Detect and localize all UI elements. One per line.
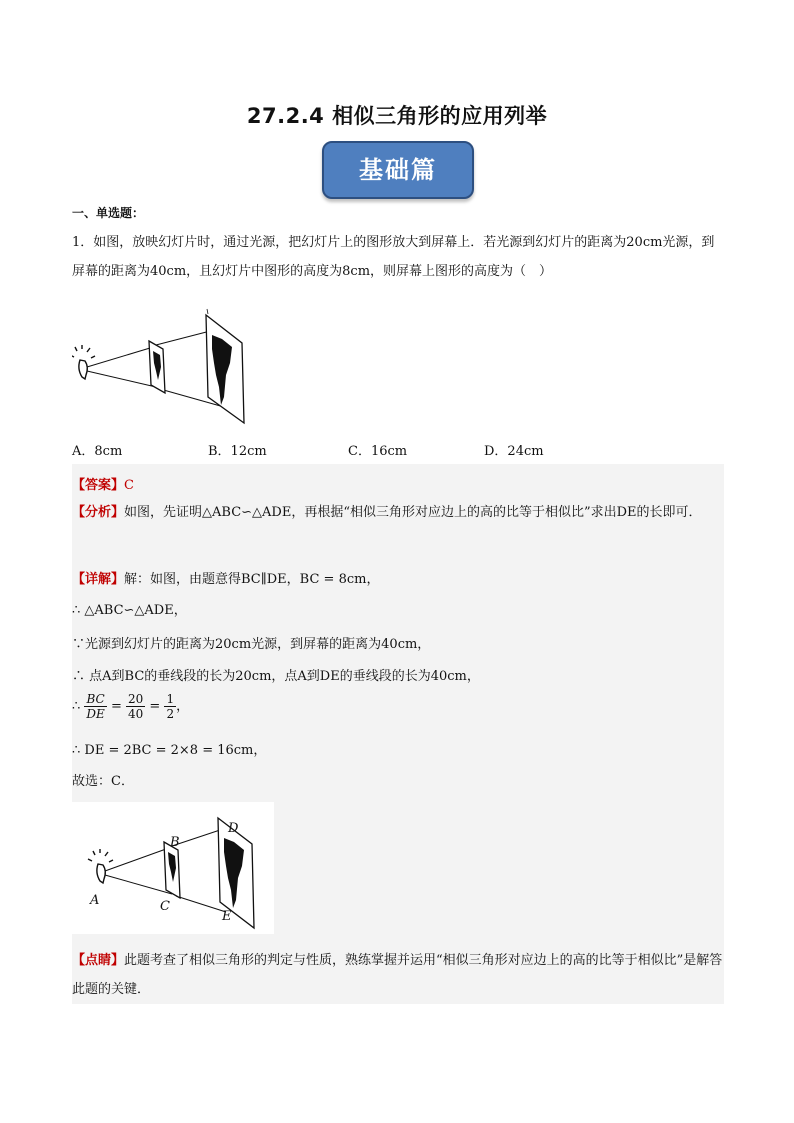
ratio-prefix: ∴ bbox=[72, 699, 81, 714]
comment-tag: 【点睛】 bbox=[72, 953, 125, 968]
detail-line-4: ∴ 点A到BC的垂线段的长为20cm，点A到DE的垂线段的长为40cm， bbox=[72, 669, 480, 684]
choose-line: 故选：C． bbox=[72, 774, 134, 789]
level-badge: 基础篇 bbox=[322, 141, 474, 199]
label-e: E bbox=[222, 909, 232, 924]
detail-text-1: 解：如图，由题意得BC∥DE，BC = 8cm， bbox=[124, 572, 380, 587]
ratio-line: ∴ $\frac{BC}{DE}$ = $\frac{20}{40}$ = $\frac{1}{2}$ ， bbox=[72, 692, 190, 721]
answer-tag: 【答案】 bbox=[72, 478, 125, 493]
analysis-line bbox=[72, 498, 724, 527]
detail-line-3: ∵光源到幻灯片的距离为20cm光源，到屏幕的距离为40cm， bbox=[72, 637, 431, 652]
answer-line bbox=[72, 474, 724, 493]
label-b: B bbox=[170, 835, 180, 850]
fraction-bc-de: $\frac{BC}{DE}$ bbox=[86, 692, 105, 721]
choice-d[interactable]: D．24cm bbox=[484, 444, 544, 459]
analysis-text: 如图，先证明△ABC∽△ADE，再根据“相似三角形对应边上的高的比等于相似比”求出DE的长即可． bbox=[124, 505, 702, 520]
choice-c[interactable]: C．16cm bbox=[348, 444, 408, 459]
detail-line-2: ∴ △ABC∽△ADE， bbox=[72, 603, 187, 618]
comment-line bbox=[72, 946, 724, 1004]
label-d: D bbox=[228, 821, 239, 836]
detail-line-1 bbox=[72, 568, 724, 587]
de-line: ∴ DE = 2BC = 2×8 = 16cm， bbox=[72, 743, 267, 758]
light-bulb-icon bbox=[72, 345, 95, 379]
fraction-20-40: $\frac{20}{40}$ bbox=[128, 692, 144, 721]
comment-text: 此题考查了相似三角形的判定与性质，熟练掌握并运用“相似三角形对应边上的高的比等于相似比”是解答此题的关键． bbox=[72, 953, 723, 997]
labeled-projector-figure bbox=[72, 802, 274, 934]
analysis-tag: 【分析】 bbox=[72, 505, 125, 520]
fraction-1-2: $\frac{1}{2}$ bbox=[166, 692, 175, 721]
page-title: 27.2.4 相似三角形的应用列举 bbox=[246, 104, 548, 128]
light-bulb-icon bbox=[88, 849, 113, 883]
projector-figure bbox=[72, 305, 262, 430]
label-c: C bbox=[160, 899, 170, 914]
question-text: 1．如图，放映幻灯片时，通过光源，把幻灯片上的图形放大到屏幕上．若光源到幻灯片的距离为20cm光源，到屏幕的距离为40cm，且幻灯片中图形的高度为8cm，则屏幕上图形的高度为（ ） bbox=[72, 235, 715, 279]
answer-value: C bbox=[124, 478, 134, 493]
label-a: A bbox=[90, 893, 100, 908]
choice-a[interactable]: A．8cm bbox=[72, 444, 123, 459]
detail-tag: 【详解】 bbox=[72, 572, 125, 587]
choice-b[interactable]: B．12cm bbox=[208, 444, 267, 459]
section-heading: 一、单选题： bbox=[72, 206, 145, 220]
